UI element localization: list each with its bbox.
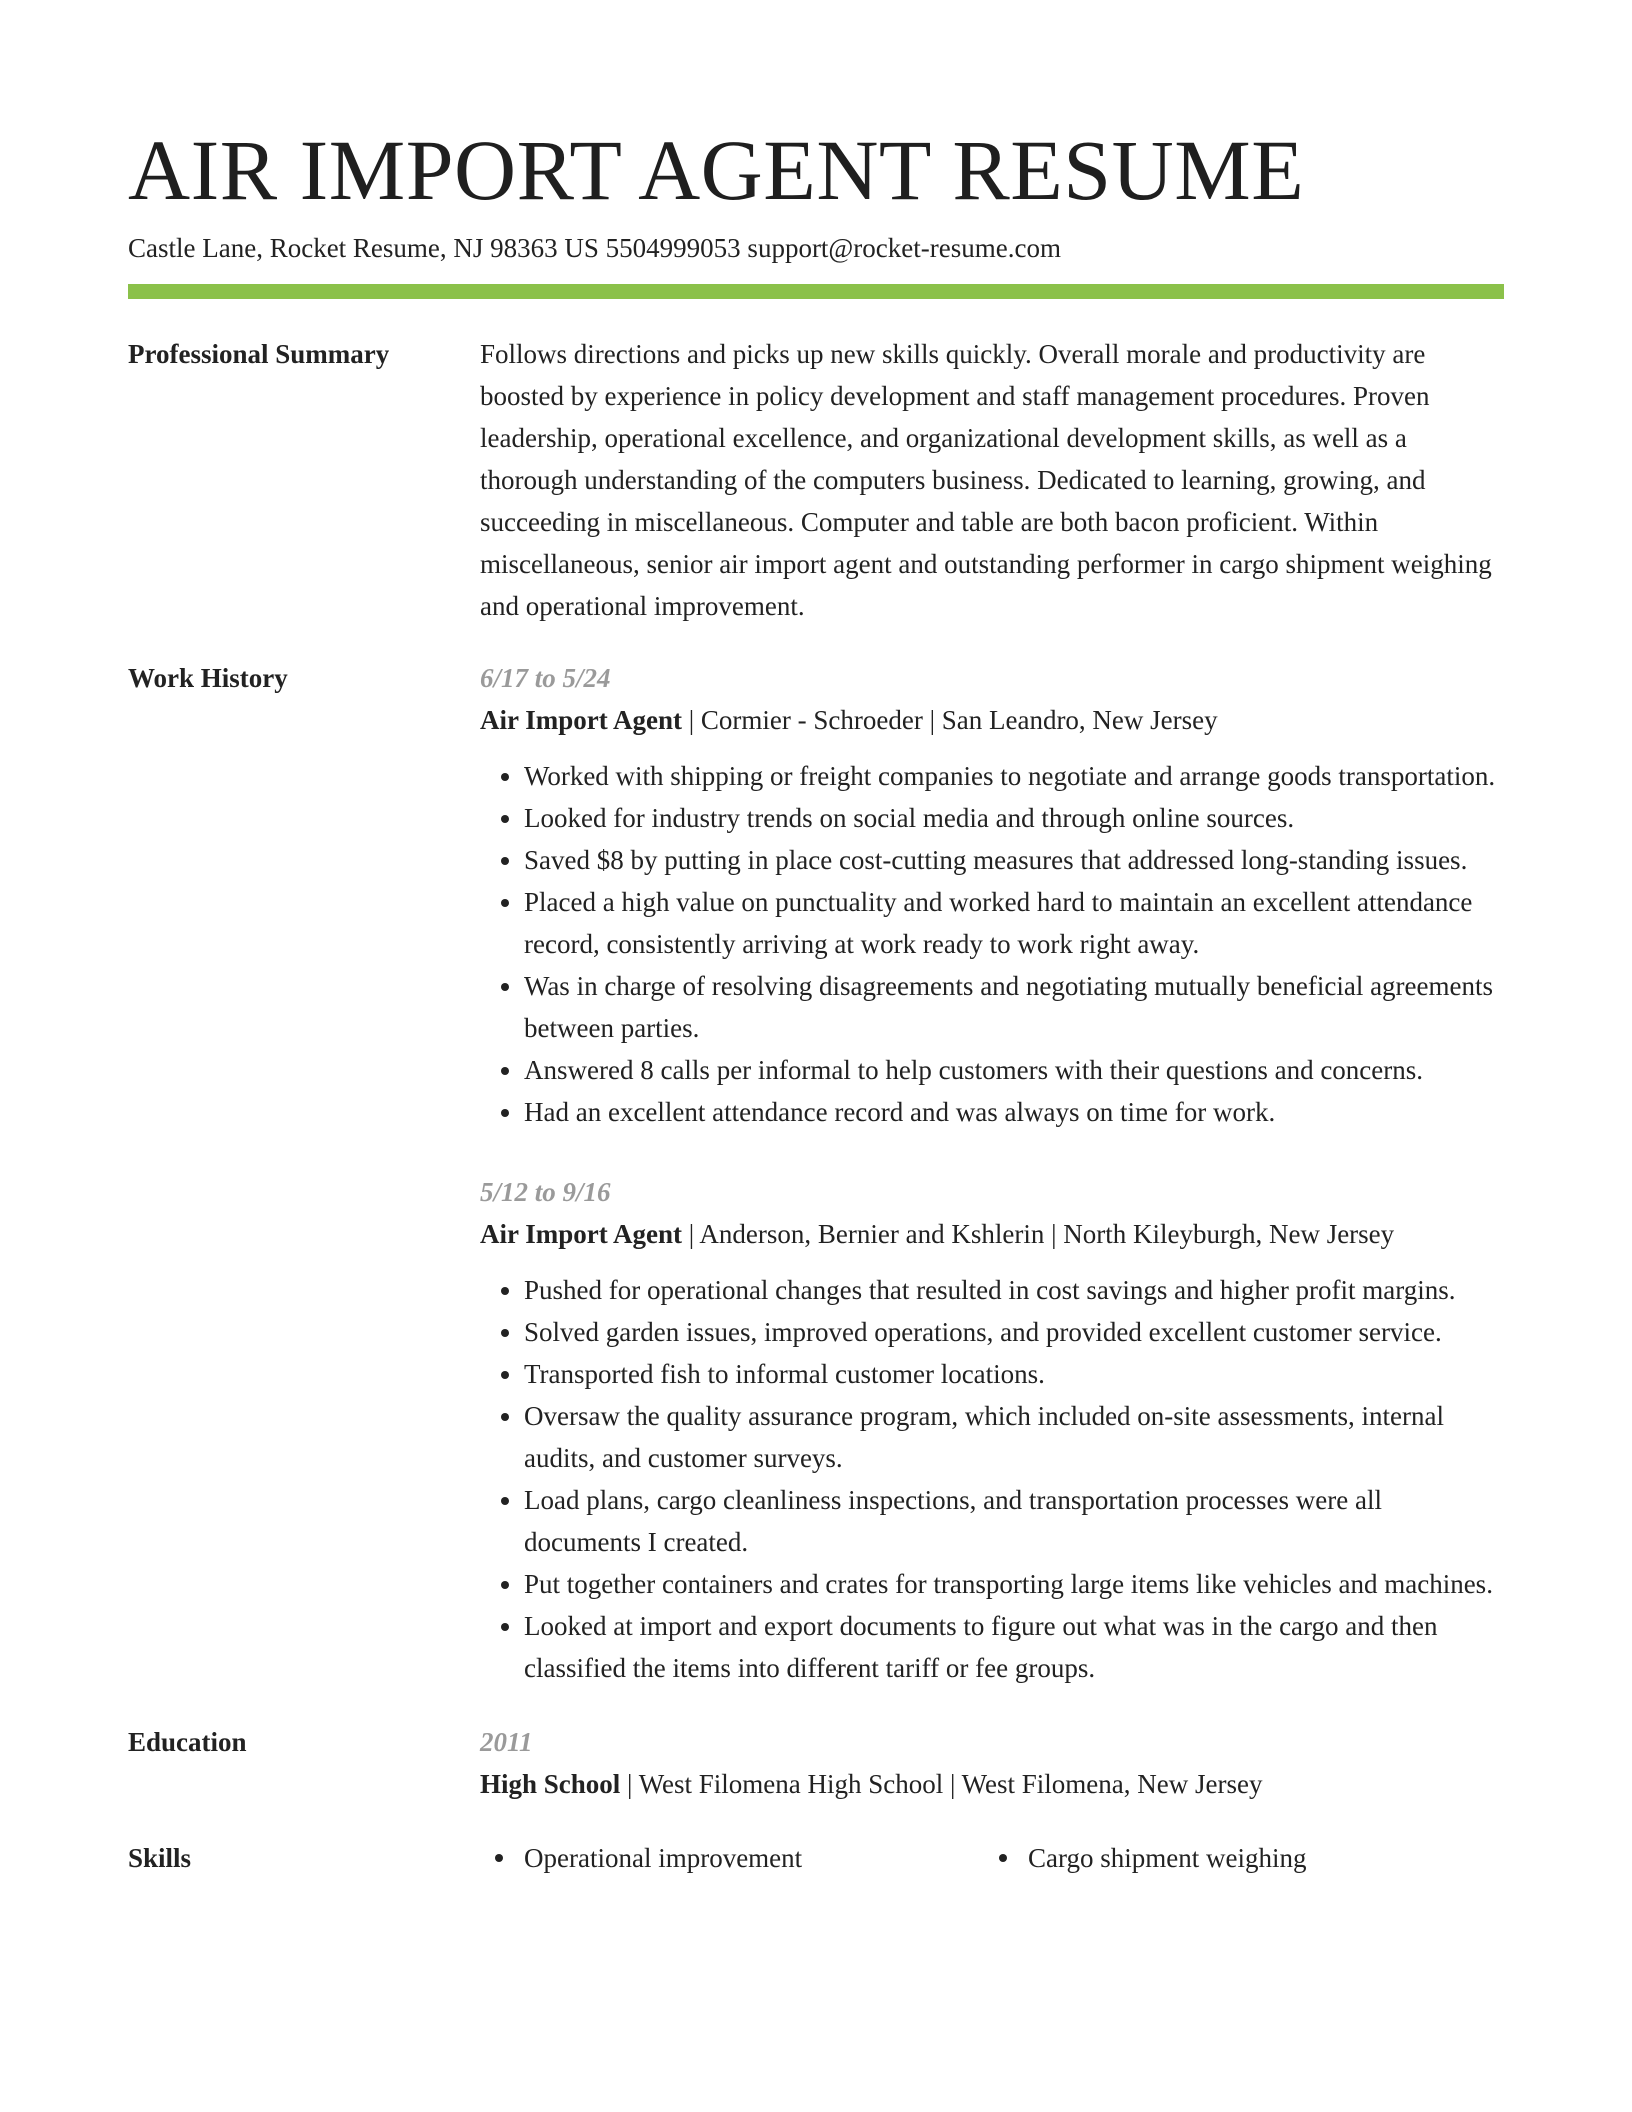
section-label-skills: Skills [128,1843,192,1873]
resume-title: AIR IMPORT AGENT RESUME [128,122,1305,218]
job-bullet: • Looked at import and export documents to figure out what was in the cargo and then classified the items into different tariff or fee groups. [524,1605,1504,1689]
job-role-line [480,699,1504,741]
job-entry [480,1171,1504,1689]
job-bullets [480,1269,1504,1689]
section-label-education: Education [128,1727,247,1757]
education-year: 2011 [480,1727,533,1757]
skill-item: Operational improvement [480,1837,984,1879]
section-label-summary: Professional Summary [128,339,390,369]
skills-body [480,1837,1504,1879]
education-body [480,1721,1504,1805]
summary-section [128,333,1504,627]
job-bullet: • Transported fish to informal customer locations. [524,1353,1504,1395]
job-dates: 5/12 to 9/16 [480,1177,611,1207]
job-title: Air Import Agent [480,1219,682,1249]
education-line [480,1763,1504,1805]
contact-info: Castle Lane, Rocket Resume, NJ 98363 US 5504999053 support@rocket-resume.com [128,233,1061,263]
skills-section [128,1837,1504,1879]
job-bullet: • Put together containers and crates for transporting large items like vehicles and machines. [524,1563,1504,1605]
skills-list [480,1837,1504,1879]
job-bullet: • Oversaw the quality assurance program, which included on-site assessments, internal audits, and customer surveys. [524,1395,1504,1479]
job-title: Air Import Agent [480,705,682,735]
summary-body [480,333,1504,627]
job-bullet: • Had an excellent attendance record and was always on time for work. [524,1091,1504,1133]
job-dates: 6/17 to 5/24 [480,663,611,693]
work-history-body [480,657,1504,1689]
summary-text: Follows directions and picks up new skills quickly. Overall morale and productivity are boosted by experience in policy development and staff management procedures. Proven leadership, operational excellence, and organizational development skills, as well as a thorough understanding of the computers business. Dedicated to learning, growing, and succeeding in miscellaneous. Computer and table are both bacon proficient. Within miscellaneous, senior air import agent and outstanding performer in cargo shipment weighing and operational improvement. [480,339,1492,621]
work-history-section [128,657,1504,1689]
job-bullet: • Saved $8 by putting in place cost-cutting measures that addressed long-standing issues. [524,839,1504,881]
resume-page [128,120,1504,1879]
job-bullet: • Load plans, cargo cleanliness inspections, and transportation processes were all documents I created. [524,1479,1504,1563]
job-details: | Cormier - Schroeder | San Leandro, New Jersey [682,705,1218,735]
job-role-line [480,1213,1504,1255]
skill-item: Cargo shipment weighing [984,1837,1488,1879]
job-bullet: • Was in charge of resolving disagreements and negotiating mutually beneficial agreements between parties. [524,965,1504,1049]
job-entry [480,657,1504,1133]
job-bullet: • Looked for industry trends on social media and through online sources. [524,797,1504,839]
header-divider [128,284,1504,299]
job-details: | Anderson, Bernier and Kshlerin | North Kileyburgh, New Jersey [682,1219,1395,1249]
education-details: | West Filomena High School | West Filomena, New Jersey [620,1769,1263,1799]
job-bullet: • Pushed for operational changes that resulted in cost savings and higher profit margins. [524,1269,1504,1311]
education-section [128,1721,1504,1805]
section-label-work-history: Work History [128,663,288,693]
job-bullet: • Answered 8 calls per informal to help customers with their questions and concerns. [524,1049,1504,1091]
job-bullet: • Solved garden issues, improved operations, and provided excellent customer service. [524,1311,1504,1353]
job-bullet: • Worked with shipping or freight companies to negotiate and arrange goods transportation. [524,755,1504,797]
job-bullet: • Placed a high value on punctuality and worked hard to maintain an excellent attendance record, consistently arriving at work ready to work right away. [524,881,1504,965]
education-degree: High School [480,1769,621,1799]
job-bullets [480,755,1504,1133]
